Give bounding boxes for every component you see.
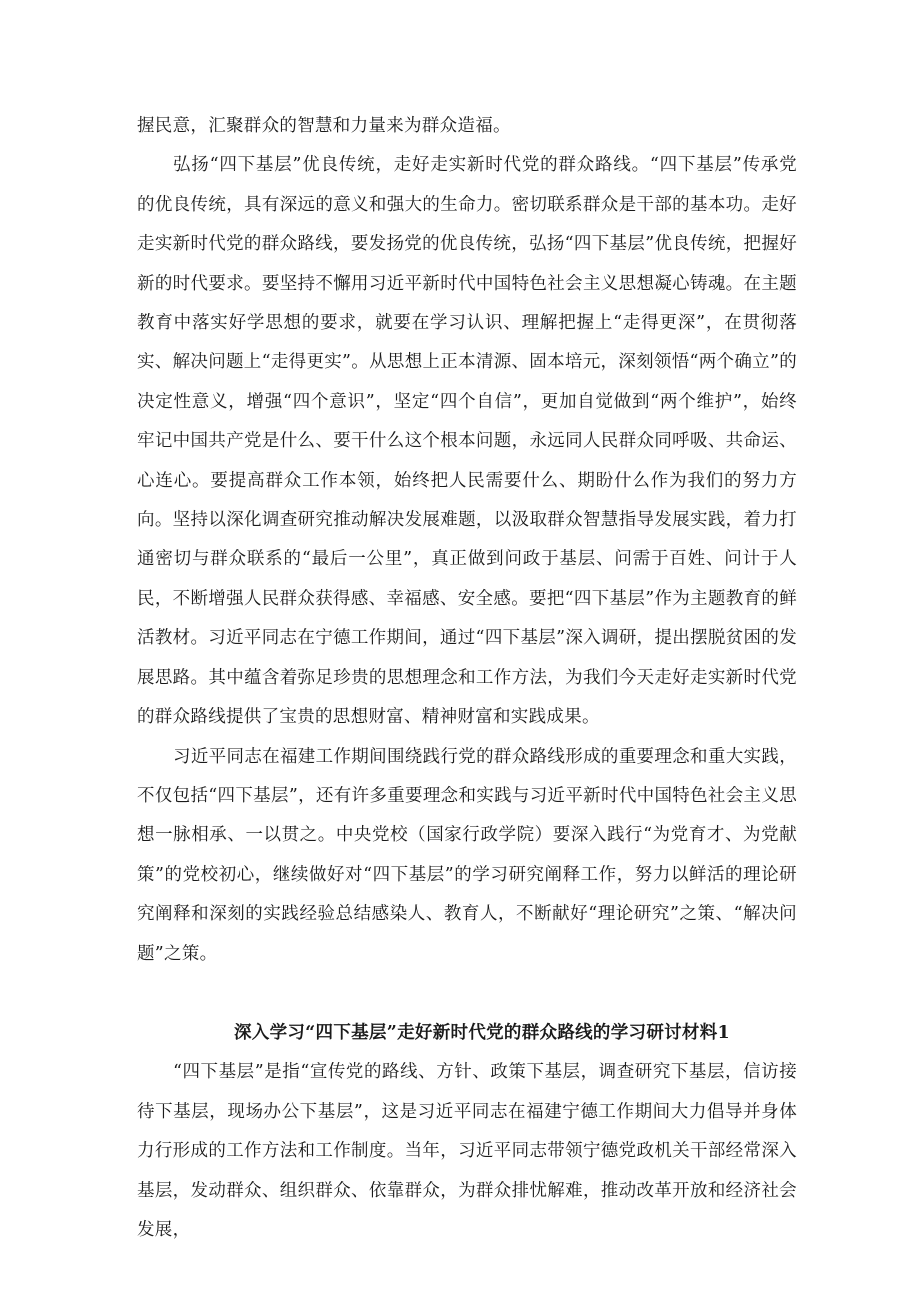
paragraph-four-grassroots-tradition: 弘扬“四下基层”优良传统，走好走实新时代党的群众路线。“四下基层”传承党的优良传统，具有深远的意义和强大的生命力。密切联系群众是干部的基本功。走好走实新时代党的群众路线，要发扬党的优良传统，弘扬“四下基层”优良传统，把握好新的时代要求。要坚持不懈用习近平新时代中国特色社会主义思想凝心铸魂。在主题教育中落实好学思想的要求，就要在学习认识、理解把握上“走得更深”，在贯彻落实、解决问题上“走得更实”。从思想上正本清源、固本培元，深刻领悟“两个确立”的决定性意义，增强“四个意识”，坚定“四个自信”，更加自觉做到“两个维护”，始终牢记中国共产党是什么、要干什么这个根本问题，永远同人民群众同呼吸、共命运、心连心。要提高群众工作本领，始终把人民需要什么、期盼什么作为我们的努力方向。坚持以深化调查研究推动解决发展难题，以汲取群众智慧指导发展实践，着力打通密切与群众联系的“最后一公里”，真正做到问政于基层、问需于百姓、问计于人民，不断增强人民群众获得感、幸福感、安全感。要把“四下基层”作为主题教育的鲜活教材。习近平同志在宁德工作期间，通过“四下基层”深入调研，提出摆脱贫困的发展思路。其中蕴含着弥足珍贵的思想理念和工作方法，为我们今天走好走实新时代党的群众路线提供了宝贵的思想财富、精神财富和实践成果。 bbox=[137, 155, 797, 728]
paragraph-party-school-mission: 习近平同志在福建工作期间围绕践行党的群众路线形成的重要理念和重大实践，不仅包括“四下基层”，还有许多重要理念和实践与习近平新时代中国特色社会主义思想一脉相承、一以贯之。中央党校（国家行政学院）要深入践行“为党育才、为党献策”的党校初心，继续做好对“四下基层”的学习研究阐释工作，努力以鲜活的理论研究阐释和深刻的实践经验总结感染人、教育人，不断献好“理论研究”之策、“解决问题”之策。 bbox=[137, 746, 797, 964]
section-gap bbox=[137, 974, 797, 1014]
paragraph-continuation: 握民意，汇聚群众的智慧和力量来为群众造福。 bbox=[137, 116, 511, 136]
document-body bbox=[137, 107, 797, 1250]
paragraph-four-grassroots-definition: “四下基层”是指“宣传党的路线、方针、政策下基层，调查研究下基层，信访接待下基层，现场办公下基层”，这是习近平同志在福建宁德工作期间大力倡导并身体力行形成的工作方法和工作制度。当年，习近平同志带领宁德党政机关干部经常深入基层，发动群众、组织群众、依靠群众，为群众排忧解难，推动改革开放和经济社会发展， bbox=[137, 1062, 797, 1240]
section-heading: 深入学习“四下基层”走好新时代党的群众路线的学习研讨材料1 bbox=[233, 1022, 730, 1043]
